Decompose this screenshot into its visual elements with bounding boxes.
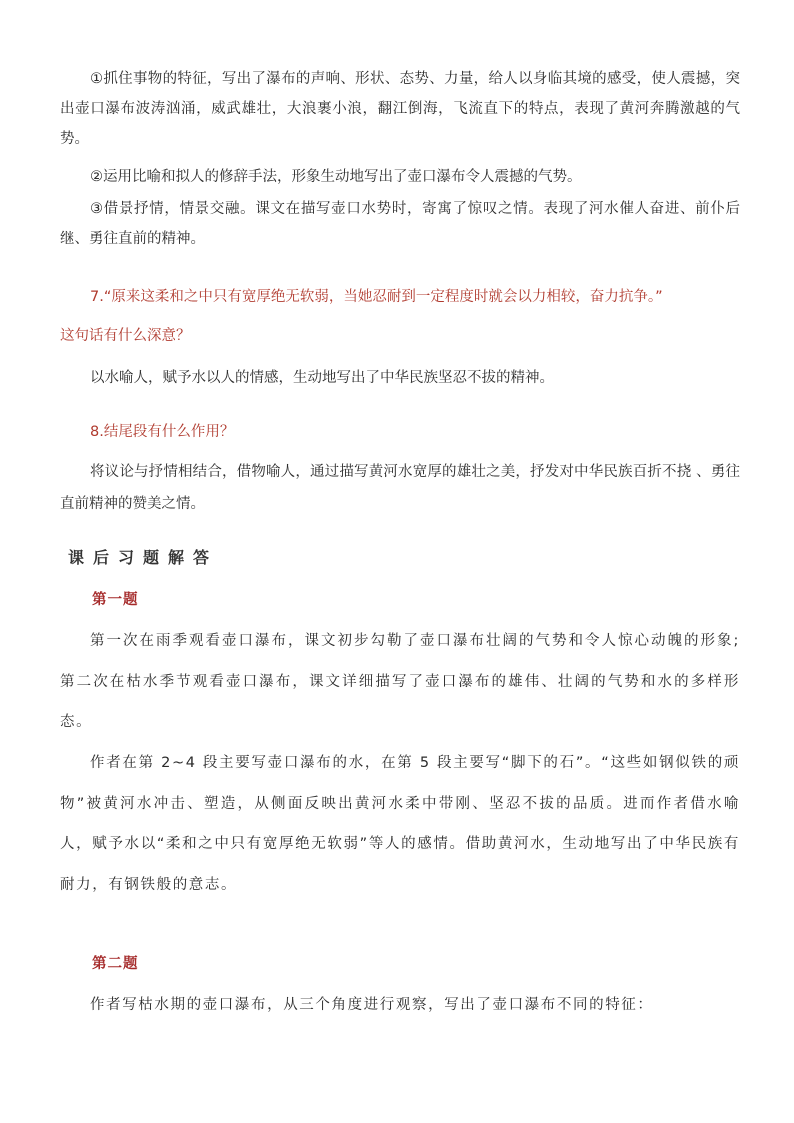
answer-7: 以水喻人，赋予水以人的情感，生动地写出了中华民族坚忍不拔的精神。 [90, 370, 554, 386]
question-1-title: 第一题 [92, 592, 139, 608]
answer-8: 将议论与抒情相结合，借物喻人，通过描写黄河水宽厚的雄壮之美，抒发对中华民族百折不挠 、勇往直前精神的赞美之情。 [60, 464, 740, 512]
question-1-paragraph-2: 作者在第 2~4 段主要写壶口瀑布的水，在第 5 段主要写“脚下的石”。“这些如钢似铁的顽物”被黄河水冲击、塑造，从侧面反映出黄河水柔中带刚、坚忍不拔的品质。进而作者借水喻人，赋予水以“柔和之中只有宽厚绝无软弱”等人的感情。借助黄河水，生动地写出了中华民族有耐力，有钢铁般的意志。 [60, 755, 740, 893]
question-7-line-1 [60, 283, 750, 311]
question-7-text: 7.“原来这柔和之中只有宽厚绝无软弱，当她忍耐到一定程度时就会以力相较，奋力抗争。” [90, 289, 663, 305]
analysis-paragraph-2: ②运用比喻和拟人的修辞手法，形象生动地写出了壶口瀑布令人震撼的气势。 [90, 169, 582, 185]
question-2-paragraph-1: 作者写枯水期的壶口瀑布，从三个角度进行观察，写出了壶口瀑布不同的特征： [90, 997, 654, 1013]
question-1-paragraph-1: 第一次在雨季观看壶口瀑布，课文初步勾勒了壶口瀑布壮阔的气势和令人惊心动魄的形象;第二次在枯水季节观看壶口瀑布，课文详细描写了壶口瀑布的雄伟、壮阔的气势和水的多样形态。 [60, 633, 740, 730]
question-2-title: 第二题 [92, 956, 139, 972]
question-7-line-2: 这句话有什么深意？ [60, 328, 191, 344]
question-8-text: 8.结尾段有什么作用？ [90, 424, 235, 440]
analysis-paragraph-1: ①抓住事物的特征，写出了瀑布的声响、形状、态势、力量，给人以身临其境的感受，使人震撼，突出壶口瀑布波涛汹涌，威武雄壮，大浪裹小浪，翻江倒海，飞流直下的特点，表现了黄河奔腾激越的气势。 [60, 71, 740, 147]
section-title: 课后习题解答 [68, 548, 219, 567]
question-8 [60, 418, 750, 446]
analysis-paragraph-3: ③借景抒情，情景交融。课文在描写壶口水势时，寄寓了惊叹之情。表现了河水催人奋进、前仆后继、勇往直前的精神。 [60, 201, 740, 247]
